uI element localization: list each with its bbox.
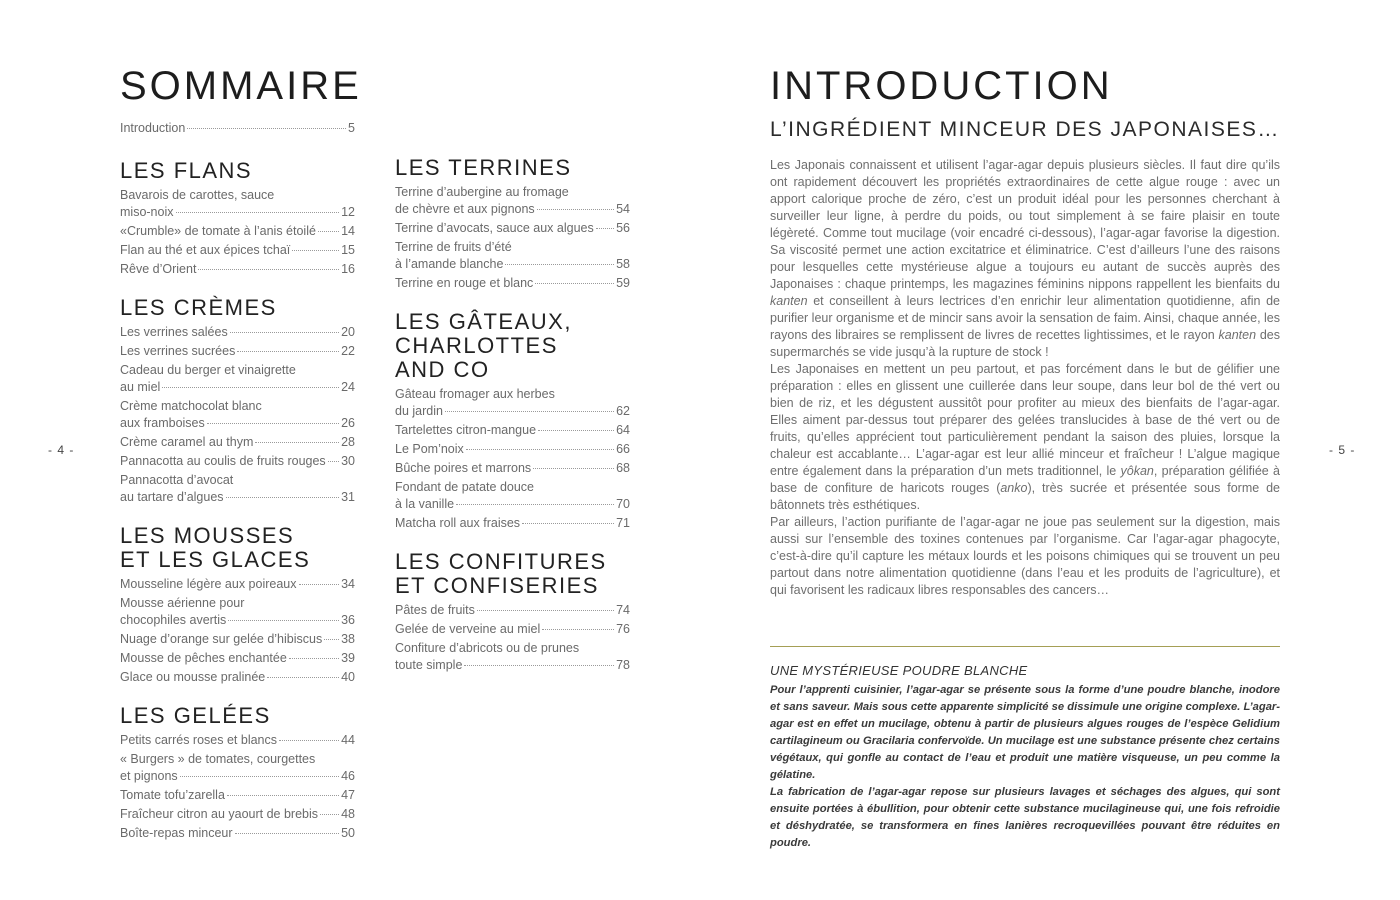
toc-entry-title: Rêve d’Orient bbox=[120, 262, 197, 276]
toc-entry-page: 36 bbox=[341, 613, 355, 627]
toc-entry-title-continued: du jardin bbox=[395, 404, 443, 418]
toc-entry-introduction[interactable] bbox=[120, 120, 355, 137]
toc-entry-page: 58 bbox=[616, 257, 630, 271]
toc-entry[interactable] bbox=[395, 479, 630, 513]
toc-entry-row bbox=[120, 379, 355, 396]
toc-entry[interactable] bbox=[395, 184, 630, 218]
toc-entry[interactable] bbox=[120, 595, 355, 629]
toc-entry-title: Crème caramel au thym bbox=[120, 435, 254, 449]
dotted-leader bbox=[162, 387, 339, 388]
toc-entry-title: Crème matchocolat blanc bbox=[120, 399, 262, 413]
dotted-leader bbox=[299, 584, 340, 585]
toc-entry-row bbox=[395, 275, 630, 292]
toc-entry-row bbox=[120, 768, 355, 785]
toc-entry[interactable] bbox=[120, 187, 355, 221]
introduction-paragraph bbox=[770, 361, 1280, 514]
toc-entry[interactable] bbox=[120, 343, 355, 360]
dotted-leader bbox=[445, 411, 614, 412]
toc-entry-row bbox=[120, 631, 355, 648]
paragraph-text: , préparation gélifiée à base de confiture de haricots rouges ( bbox=[770, 464, 1280, 495]
box-paragraph: Pour l’apprenti cuisinier, l’agar-agar se présente sous la forme d’une poudre blanche, inodore et sans saveur. Mais sous cette apparente simplicité se dissimule une origine complexe. L’agar-agar est en effet un mucilage, obtenu à partir de plusieurs algues rouges de l’espèce Gelidium cartilagineum ou Gracilaria confervoïde. Un mucilage est une substance présente chez certains végétaux, qui gonfle au contact de l’eau et produit une matière visqueuse, un peu comme la gélatine. bbox=[770, 684, 1280, 781]
toc-entry-title: Pâtes de fruits bbox=[395, 603, 475, 617]
section-heading: LES CONFITURES ET CONFISERIES bbox=[395, 549, 607, 598]
toc-entry[interactable] bbox=[120, 472, 355, 506]
dotted-leader bbox=[230, 332, 339, 333]
dotted-leader bbox=[537, 209, 614, 210]
toc-entry-title: Pannacotta d’avocat bbox=[120, 473, 234, 487]
toc-section bbox=[395, 156, 630, 292]
toc-entry-row bbox=[395, 496, 630, 513]
toc-entry-page: 16 bbox=[341, 262, 355, 276]
toc-entry-row bbox=[120, 732, 355, 749]
toc-entry-page: 14 bbox=[341, 224, 355, 238]
toc-entry-title: Matcha roll aux fraises bbox=[395, 516, 521, 530]
toc-entry-title: Petits carrés roses et blancs bbox=[120, 733, 278, 747]
paragraph-text: ), très sucrée et présentée sous forme de bâtonnets très esthétiques. bbox=[770, 481, 1280, 512]
italic-term: anko bbox=[1000, 481, 1028, 495]
toc-entry-row bbox=[120, 453, 355, 470]
introduction-subtitle: L’INGRÉDIENT MINCEUR DES JAPONAISES… bbox=[770, 118, 1280, 141]
toc-entry[interactable] bbox=[395, 602, 630, 619]
toc-entry-title: Terrine d’avocats, sauce aux algues bbox=[395, 221, 594, 235]
toc-entry-row bbox=[120, 669, 355, 686]
toc-section bbox=[120, 159, 355, 278]
toc-entry-page: 70 bbox=[616, 497, 630, 511]
dotted-leader bbox=[535, 283, 614, 284]
introduction-title: INTRODUCTION bbox=[770, 64, 1113, 108]
section-heading: LES MOUSSES ET LES GLACES bbox=[120, 523, 311, 572]
toc-entry[interactable] bbox=[120, 223, 355, 240]
paragraph-text: Les Japonais connaissent et utilisent l’agar-agar depuis plusieurs siècles. Il faut dire qu’ils ont rapidement découvert les propriétés extraordinaires de cette algue rouge : avec un apport calorique proche de zéro, c’est un produit idéal pour les personnes cherchant à surveiller leur ligne, à perdre du poids, ou tout simplement à se faire plaisir en toute légèreté. Comme tout mucilage (voir encadré ci-dessous), l’agar-agar favorise la digestion. Sa viscosité permet une action excitatrice et éliminatrice. C’est d’ailleurs l’une des raisons pour lesquelles cette mystérieuse algue a toujours eu autant de succès auprès des Japonaises : chaque printemps, les magazines féminins nippons rappellent les bienfaits du bbox=[770, 158, 1280, 291]
toc-entry-page: 5 bbox=[348, 121, 355, 135]
introduction-body bbox=[770, 157, 1280, 599]
italic-term: kanten bbox=[1218, 328, 1257, 342]
toc-entry-title: Terrine de fruits d’été bbox=[395, 240, 512, 254]
dotted-leader bbox=[176, 212, 340, 213]
toc-entry[interactable] bbox=[395, 422, 630, 439]
toc-entry-title: Les verrines salées bbox=[120, 325, 228, 339]
toc-entry-page: 48 bbox=[341, 807, 355, 821]
dotted-leader bbox=[267, 677, 339, 678]
toc-entry-row bbox=[120, 204, 355, 221]
toc-entry-title: Tomate tofu’zarella bbox=[120, 788, 225, 802]
toc-entry[interactable] bbox=[395, 515, 630, 532]
toc-entry-row bbox=[395, 657, 630, 674]
toc-entry-row bbox=[120, 261, 355, 278]
dotted-leader bbox=[255, 442, 339, 443]
toc-entry-title: Mousse aérienne pour bbox=[120, 596, 245, 610]
toc-entry[interactable] bbox=[395, 239, 630, 273]
toc-entry-title: Cadeau du berger et vinaigrette bbox=[120, 363, 296, 377]
toc-entry-page: 46 bbox=[341, 769, 355, 783]
toc-entry[interactable] bbox=[120, 825, 355, 842]
toc-entry[interactable] bbox=[120, 650, 355, 667]
box-body bbox=[770, 682, 1280, 852]
toc-entry-row bbox=[395, 602, 630, 619]
paragraph-text: et conseillent à leurs lectrices d’en enrichir leur alimentation quotidienne, afin de purifier leur organisme et de mincir sans avoir la sensation de faim. Ainsi, chaque année, les rayons des libraires se remplissent de livres de recettes lightissimes, et le rayon bbox=[770, 294, 1280, 342]
toc-entry[interactable] bbox=[395, 621, 630, 638]
toc-entry-page: 59 bbox=[616, 276, 630, 290]
toc-column-left bbox=[120, 120, 355, 844]
dotted-leader bbox=[538, 430, 614, 431]
introduction-paragraph bbox=[770, 514, 1280, 599]
page-number-left: - 4 - bbox=[48, 443, 75, 457]
sommaire-title: SOMMAIRE bbox=[120, 64, 362, 108]
toc-entry-row bbox=[395, 515, 630, 532]
toc-section bbox=[395, 550, 630, 674]
toc-entry[interactable] bbox=[120, 787, 355, 804]
dotted-leader bbox=[292, 250, 339, 251]
toc-entry-page: 12 bbox=[341, 205, 355, 219]
toc-entry-title-continued: miso-noix bbox=[120, 205, 174, 219]
dotted-leader bbox=[477, 610, 614, 611]
dotted-leader bbox=[279, 740, 339, 741]
italic-term: yôkan bbox=[1120, 464, 1154, 478]
toc-entry-row bbox=[120, 576, 355, 593]
dotted-leader bbox=[505, 264, 614, 265]
toc-section bbox=[395, 310, 630, 532]
paragraph-text: Les Japonaises en mettent un peu partout, et pas forcément dans le but de gélifier une préparation : elles en glissent une cuillerée dans leur soupe, dans leur bol de thé vert ou bien de riz, et les dégustent aussitôt pour profiter au mieux des bienfaits de l’agar-agar. Elles aiment par-dessus tout préparer des gelées translucides à base de thé vert ou de fruits, qu’elles apprécient tout particulièrement pendant la saison des pluies, lorsque la chaleur est accablante… L’agar-agar est leur allié minceur et fraîcheur ! L’algue magique entre également dans la préparation d’un mets traditionnel, le bbox=[770, 362, 1280, 478]
toc-entry-row bbox=[120, 650, 355, 667]
toc-entry[interactable] bbox=[120, 453, 355, 470]
toc-entry-row bbox=[120, 612, 355, 629]
toc-entry-row bbox=[395, 403, 630, 420]
toc-entry-title-continued: et pignons bbox=[120, 769, 178, 783]
toc-entry-row bbox=[120, 324, 355, 341]
toc-entry-row bbox=[395, 256, 630, 273]
toc-entry-title: Bavarois de carottes, sauce bbox=[120, 188, 275, 202]
toc-entry-page: 56 bbox=[616, 221, 630, 235]
toc-entry-page: 66 bbox=[616, 442, 630, 456]
toc-entry[interactable] bbox=[395, 640, 630, 674]
toc-entry-title: Gâteau fromager aux herbes bbox=[395, 387, 555, 401]
toc-entry-row bbox=[395, 621, 630, 638]
toc-entry[interactable] bbox=[120, 732, 355, 749]
toc-section bbox=[120, 524, 355, 686]
toc-entry-page: 24 bbox=[341, 380, 355, 394]
toc-entry-page: 39 bbox=[341, 651, 355, 665]
toc-entry[interactable] bbox=[395, 275, 630, 292]
toc-entry-title: Fondant de patate douce bbox=[395, 480, 535, 494]
toc-entry-title-continued: à la vanille bbox=[395, 497, 455, 511]
dotted-leader bbox=[464, 665, 614, 666]
toc-entry[interactable] bbox=[120, 242, 355, 259]
toc-entry-row bbox=[120, 223, 355, 240]
toc-entry-page: 22 bbox=[341, 344, 355, 358]
italic-term: kanten bbox=[770, 294, 808, 308]
box-divider bbox=[770, 646, 1280, 647]
toc-entry-title-continued: au tartare d’algues bbox=[120, 490, 224, 504]
box-title: UNE MYSTÉRIEUSE POUDRE BLANCHE bbox=[770, 663, 1028, 678]
toc-entry-page: 26 bbox=[341, 416, 355, 430]
toc-entry[interactable] bbox=[395, 220, 630, 237]
toc-entry-page: 54 bbox=[616, 202, 630, 216]
toc-entry-title: Terrine en rouge et blanc bbox=[395, 276, 534, 290]
toc-entry-title: Bûche poires et marrons bbox=[395, 461, 532, 475]
toc-entry-title: «Crumble» de tomate à l’anis étoilé bbox=[120, 224, 316, 238]
toc-entry-page: 15 bbox=[341, 243, 355, 257]
toc-entry[interactable] bbox=[395, 460, 630, 477]
dotted-leader bbox=[324, 639, 339, 640]
dotted-leader bbox=[466, 449, 614, 450]
dotted-leader bbox=[180, 776, 339, 777]
toc-entry-title-continued: de chèvre et aux pignons bbox=[395, 202, 535, 216]
toc-entry-row bbox=[395, 441, 630, 458]
toc-entry-page: 64 bbox=[616, 423, 630, 437]
section-heading: LES TERRINES bbox=[395, 155, 572, 180]
toc-entry-page: 76 bbox=[616, 622, 630, 636]
toc-entry-row bbox=[120, 825, 355, 842]
toc-entry-title: Tartelettes citron-mangue bbox=[395, 423, 537, 437]
dotted-leader bbox=[320, 814, 339, 815]
toc-entry[interactable] bbox=[395, 386, 630, 420]
section-heading: LES FLANS bbox=[120, 158, 253, 183]
toc-entry-row bbox=[395, 201, 630, 218]
toc-entry[interactable] bbox=[395, 441, 630, 458]
toc-entry-row bbox=[120, 489, 355, 506]
paragraph-text: des supermarchés se vide jusqu’à la rupture de stock ! bbox=[770, 328, 1280, 359]
section-heading: LES CRÈMES bbox=[120, 295, 277, 320]
toc-entry-row bbox=[395, 220, 630, 237]
dotted-leader bbox=[235, 833, 340, 834]
toc-entry-title-continued: au miel bbox=[120, 380, 161, 394]
dotted-leader bbox=[237, 351, 339, 352]
page-number-right: - 5 - bbox=[1329, 443, 1356, 457]
dotted-leader bbox=[226, 497, 340, 498]
toc-entry-row bbox=[395, 422, 630, 439]
dotted-leader bbox=[187, 128, 346, 129]
toc-entry[interactable] bbox=[120, 631, 355, 648]
toc-entry-title: Confiture d’abricots ou de prunes bbox=[395, 641, 580, 655]
toc-entry-title: Boîte-repas minceur bbox=[120, 826, 233, 840]
toc-entry[interactable] bbox=[120, 324, 355, 341]
dotted-leader bbox=[207, 423, 339, 424]
toc-entry[interactable] bbox=[120, 362, 355, 396]
toc-entry-title: Mousseline légère aux poireaux bbox=[120, 577, 297, 591]
toc-entry-title: Le Pom’noix bbox=[395, 442, 464, 456]
toc-entry-page: 31 bbox=[341, 490, 355, 504]
dotted-leader bbox=[596, 228, 614, 229]
toc-entry-title-continued: chocophiles avertis bbox=[120, 613, 227, 627]
toc-entry-page: 38 bbox=[341, 632, 355, 646]
toc-entry[interactable] bbox=[120, 434, 355, 451]
dotted-leader bbox=[289, 658, 339, 659]
toc-entry-title: Flan au thé et aux épices tchaï bbox=[120, 243, 291, 257]
toc-entry-title: Gelée de verveine au miel bbox=[395, 622, 541, 636]
toc-entry-title: Mousse de pêches enchantée bbox=[120, 651, 287, 665]
toc-entry-title: Pannacotta au coulis de fruits rouges bbox=[120, 454, 326, 468]
dotted-leader bbox=[228, 620, 339, 621]
toc-entry-row bbox=[120, 242, 355, 259]
toc-entry-row bbox=[395, 460, 630, 477]
toc-section bbox=[120, 296, 355, 506]
toc-entry[interactable] bbox=[120, 806, 355, 823]
introduction-paragraph bbox=[770, 157, 1280, 361]
toc-entry-title-continued: aux framboises bbox=[120, 416, 205, 430]
toc-entry-title-continued: à l’amande blanche bbox=[395, 257, 504, 271]
toc-entry[interactable] bbox=[120, 576, 355, 593]
toc-entry[interactable] bbox=[120, 398, 355, 432]
toc-entry-page: 78 bbox=[616, 658, 630, 672]
toc-entry-page: 20 bbox=[341, 325, 355, 339]
toc-entry-page: 74 bbox=[616, 603, 630, 617]
toc-entry-title: Introduction bbox=[120, 121, 186, 135]
toc-entry-title: « Burgers » de tomates, courgettes bbox=[120, 752, 316, 766]
toc-entry-title: Terrine d’aubergine au fromage bbox=[395, 185, 569, 199]
toc-entry-page: 30 bbox=[341, 454, 355, 468]
toc-entry-page: 34 bbox=[341, 577, 355, 591]
dotted-leader bbox=[533, 468, 614, 469]
toc-entry-row bbox=[120, 343, 355, 360]
toc-entry-page: 40 bbox=[341, 670, 355, 684]
box-paragraph: La fabrication de l’agar-agar repose sur plusieurs lavages et séchages des algues, qui sont ensuite portées à ébullition, pour obtenir cette substance mucilagineuse qui, une fois refroidie et déshydratée, se transformera en fines lanières recroquevillées pouvant être réduites en poudre. bbox=[770, 786, 1280, 849]
toc-entry-page: 62 bbox=[616, 404, 630, 418]
dotted-leader bbox=[318, 231, 339, 232]
paragraph-text: Par ailleurs, l’action purifiante de l’agar-agar ne joue pas seulement sur la digestion, mais aussi sur l’ensemble des toxines contenues par l’organisme. Car l’agar-agar phagocyte, c’est-à-dire qu’il capture les métaux lourds et les poisons chimiques qui se trouvent un peu partout dans notre alimentation quotidienne (dans l’eau et les produits de l’agriculture), et qui favorisent les radicaux libres responsables des cancers… bbox=[770, 515, 1280, 597]
toc-entry-page: 68 bbox=[616, 461, 630, 475]
toc-entry-row bbox=[120, 415, 355, 432]
toc-entry[interactable] bbox=[120, 261, 355, 278]
toc-entry-title: Glace ou mousse pralinée bbox=[120, 670, 266, 684]
dotted-leader bbox=[328, 461, 339, 462]
dotted-leader bbox=[542, 629, 614, 630]
toc-entry-page: 50 bbox=[341, 826, 355, 840]
section-heading: LES GÂTEAUX, CHARLOTTES AND CO bbox=[395, 309, 572, 382]
toc-entry-page: 44 bbox=[341, 733, 355, 747]
dotted-leader bbox=[198, 269, 339, 270]
dotted-leader bbox=[227, 795, 339, 796]
toc-entry[interactable] bbox=[120, 751, 355, 785]
toc-entry-row bbox=[120, 434, 355, 451]
toc-entry-row bbox=[120, 806, 355, 823]
toc-column-right bbox=[395, 156, 630, 676]
toc-entry-page: 28 bbox=[341, 435, 355, 449]
toc-entry-title: Nuage d’orange sur gelée d’hibiscus bbox=[120, 632, 323, 646]
toc-section bbox=[120, 704, 355, 842]
toc-entry[interactable] bbox=[120, 669, 355, 686]
toc-entry-title-continued: toute simple bbox=[395, 658, 463, 672]
toc-entry-page: 71 bbox=[616, 516, 630, 530]
toc-entry-title: Les verrines sucrées bbox=[120, 344, 236, 358]
toc-entry-title: Fraîcheur citron au yaourt de brebis bbox=[120, 807, 319, 821]
dotted-leader bbox=[456, 504, 614, 505]
toc-entry-page: 47 bbox=[341, 788, 355, 802]
dotted-leader bbox=[522, 523, 614, 524]
section-heading: LES GELÉES bbox=[120, 703, 271, 728]
toc-entry-row bbox=[120, 787, 355, 804]
